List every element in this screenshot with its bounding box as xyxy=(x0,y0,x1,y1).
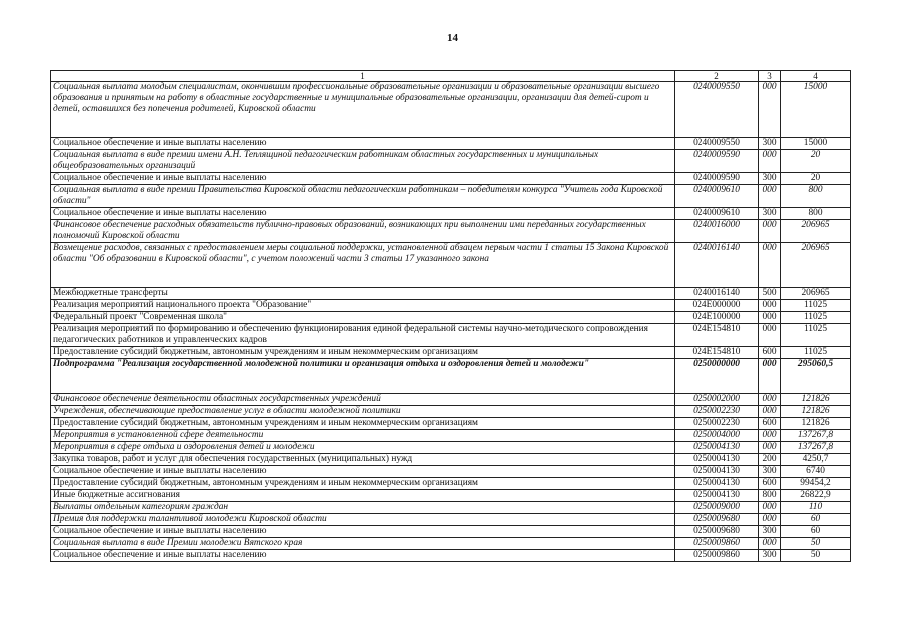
table-row xyxy=(51,490,851,502)
row-code-cell: 0240009550 xyxy=(675,82,759,138)
row-sum-cell: 137267,8 xyxy=(781,442,851,454)
row-code-cell: 0250004130 xyxy=(675,466,759,478)
table-row xyxy=(51,243,851,288)
row-name-cell: Социальное обеспечение и иные выплаты населению xyxy=(51,526,675,538)
table-row xyxy=(51,288,851,300)
row-code-cell: 0240009590 xyxy=(675,150,759,173)
row-sum-cell: 137267,8 xyxy=(781,430,851,442)
row-name-cell: Социальная выплата в виде премии имени А.Н. Теплящиной педагогическим работникам областных государственных и муниципальных общеобразовательных организаций xyxy=(51,150,675,173)
row-name-cell: Социальная выплата молодым специалистам, окончившим профессиональные образовательные организации и образовательные организации высшего образования и принятым на работу в областные государственные и муниципальные образовательные организации, организации для детей-сирот и детей, оставшихся без попечения родителей, Кировской области xyxy=(51,82,675,138)
row-name-cell: Социальная выплата в виде премии Правительства Кировской области педагогическим работникам – победителям конкурса "Учитель года Кировской области" xyxy=(51,185,675,208)
row-name-cell: Реализация мероприятий национального проекта "Образование" xyxy=(51,300,675,312)
row-code-cell: 0240009610 xyxy=(675,185,759,208)
row-name-cell: Мероприятия в установленной сфере деятельности xyxy=(51,430,675,442)
row-sum-cell: 11025 xyxy=(781,312,851,324)
row-type-cell: 000 xyxy=(759,430,781,442)
row-sum-cell: 110 xyxy=(781,502,851,514)
row-name-cell: Предоставление субсидий бюджетным, автономным учреждениям и иным некоммерческим организациям xyxy=(51,418,675,430)
row-code-cell: 0240009610 xyxy=(675,208,759,220)
row-type-cell: 000 xyxy=(759,82,781,138)
row-code-cell: 0250004130 xyxy=(675,454,759,466)
row-type-cell: 300 xyxy=(759,550,781,562)
row-type-cell: 000 xyxy=(759,324,781,347)
row-sum-cell: 121826 xyxy=(781,418,851,430)
row-code-cell: 0250009680 xyxy=(675,526,759,538)
row-type-cell: 000 xyxy=(759,538,781,550)
row-sum-cell: 26822,9 xyxy=(781,490,851,502)
row-type-cell: 000 xyxy=(759,243,781,288)
row-type-cell: 300 xyxy=(759,526,781,538)
row-sum-cell: 50 xyxy=(781,550,851,562)
table-row xyxy=(51,324,851,347)
table-row xyxy=(51,138,851,150)
table-row xyxy=(51,454,851,466)
row-sum-cell: 121826 xyxy=(781,394,851,406)
column-header-name: 1 xyxy=(51,71,675,82)
table-row xyxy=(51,406,851,418)
row-type-cell: 000 xyxy=(759,220,781,243)
row-type-cell: 000 xyxy=(759,502,781,514)
row-name-cell: Закупка товаров, работ и услуг для обеспечения государственных (муниципальных) нужд xyxy=(51,454,675,466)
row-type-cell: 300 xyxy=(759,173,781,185)
row-sum-cell: 50 xyxy=(781,538,851,550)
table-row xyxy=(51,359,851,394)
row-code-cell: 024E154810 xyxy=(675,347,759,359)
row-type-cell: 300 xyxy=(759,466,781,478)
row-sum-cell: 20 xyxy=(781,150,851,173)
row-sum-cell: 11025 xyxy=(781,347,851,359)
row-type-cell: 000 xyxy=(759,406,781,418)
row-type-cell: 000 xyxy=(759,150,781,173)
table-row xyxy=(51,478,851,490)
table-row xyxy=(51,173,851,185)
table-row xyxy=(51,466,851,478)
row-code-cell: 0250004000 xyxy=(675,430,759,442)
row-name-cell: Возмещение расходов, связанных с предоставлением меры социальной поддержки, установленной абзацем первым части 1 статьи 15 Закона Кировской области "Об образовании в Кировской области", с учетом положений части 3 статьи 17 указанного закона xyxy=(51,243,675,288)
row-sum-cell: 15000 xyxy=(781,138,851,150)
row-name-cell: Социальная выплата в виде Премии молодежи Вятского края xyxy=(51,538,675,550)
row-name-cell: Учреждения, обеспечивающие предоставление услуг в области молодежной политики xyxy=(51,406,675,418)
row-name-cell: Финансовое обеспечение деятельности областных государственных учреждений xyxy=(51,394,675,406)
row-code-cell: 0250002230 xyxy=(675,418,759,430)
row-type-cell: 000 xyxy=(759,359,781,394)
row-sum-cell: 800 xyxy=(781,185,851,208)
row-name-cell: Социальное обеспечение и иные выплаты населению xyxy=(51,138,675,150)
row-code-cell: 0240016140 xyxy=(675,243,759,288)
table-row xyxy=(51,82,851,138)
row-type-cell: 000 xyxy=(759,312,781,324)
row-type-cell: 000 xyxy=(759,514,781,526)
row-type-cell: 600 xyxy=(759,478,781,490)
table-row xyxy=(51,430,851,442)
row-name-cell: Подпрограмма "Реализация государственной молодежной политики и организация отдыха и оздоровления детей и молодежи" xyxy=(51,359,675,394)
row-code-cell: 024E100000 xyxy=(675,312,759,324)
row-type-cell: 600 xyxy=(759,418,781,430)
row-type-cell: 000 xyxy=(759,394,781,406)
row-name-cell: Финансовое обеспечение расходных обязательств публично-правовых образований, возникающих при выполнении ими переданных государственных полномочий Кировской области xyxy=(51,220,675,243)
row-type-cell: 500 xyxy=(759,288,781,300)
row-sum-cell: 60 xyxy=(781,526,851,538)
row-type-cell: 300 xyxy=(759,138,781,150)
budget-table xyxy=(50,70,851,562)
column-header-sum: 4 xyxy=(781,71,851,82)
row-name-cell: Выплаты отдельным категориям граждан xyxy=(51,502,675,514)
row-type-cell: 000 xyxy=(759,442,781,454)
row-sum-cell: 6740 xyxy=(781,466,851,478)
row-code-cell: 0250009680 xyxy=(675,514,759,526)
row-type-cell: 000 xyxy=(759,185,781,208)
row-name-cell: Реализация мероприятий по формированию и обеспечению функционирования единой федеральной системы научно-методического сопровождения педагогических работников и управленческих кадров xyxy=(51,324,675,347)
table-row xyxy=(51,550,851,562)
row-sum-cell: 800 xyxy=(781,208,851,220)
row-code-cell: 0240016000 xyxy=(675,220,759,243)
row-sum-cell: 121826 xyxy=(781,406,851,418)
row-sum-cell: 15000 xyxy=(781,82,851,138)
table-row xyxy=(51,347,851,359)
table-row xyxy=(51,514,851,526)
table-row xyxy=(51,150,851,173)
row-code-cell: 0240009550 xyxy=(675,138,759,150)
row-code-cell: 0250000000 xyxy=(675,359,759,394)
row-name-cell: Предоставление субсидий бюджетным, автономным учреждениям и иным некоммерческим организациям xyxy=(51,347,675,359)
row-code-cell: 0240009590 xyxy=(675,173,759,185)
row-sum-cell: 11025 xyxy=(781,324,851,347)
row-sum-cell: 60 xyxy=(781,514,851,526)
row-type-cell: 800 xyxy=(759,490,781,502)
row-type-cell: 200 xyxy=(759,454,781,466)
row-code-cell: 0250009860 xyxy=(675,550,759,562)
row-type-cell: 000 xyxy=(759,300,781,312)
table-row xyxy=(51,312,851,324)
row-name-cell: Иные бюджетные ассигнования xyxy=(51,490,675,502)
row-code-cell: 0250009860 xyxy=(675,538,759,550)
row-sum-cell: 295060,5 xyxy=(781,359,851,394)
table-row xyxy=(51,208,851,220)
row-type-cell: 300 xyxy=(759,208,781,220)
row-name-cell: Социальное обеспечение и иные выплаты населению xyxy=(51,550,675,562)
row-sum-cell: 206965 xyxy=(781,243,851,288)
column-header-type: 3 xyxy=(759,71,781,82)
row-code-cell: 0250004130 xyxy=(675,478,759,490)
row-sum-cell: 20 xyxy=(781,173,851,185)
table-row xyxy=(51,502,851,514)
table-row xyxy=(51,418,851,430)
row-name-cell: Социальное обеспечение и иные выплаты населению xyxy=(51,173,675,185)
row-code-cell: 0240016140 xyxy=(675,288,759,300)
row-name-cell: Предоставление субсидий бюджетным, автономным учреждениям и иным некоммерческим организациям xyxy=(51,478,675,490)
row-sum-cell: 4250,7 xyxy=(781,454,851,466)
table-row xyxy=(51,442,851,454)
row-code-cell: 024E000000 xyxy=(675,300,759,312)
table-row xyxy=(51,538,851,550)
table-row xyxy=(51,394,851,406)
table-header-row xyxy=(51,71,851,82)
row-name-cell: Премия для поддержки талантливой молодежи Кировской области xyxy=(51,514,675,526)
column-header-code: 2 xyxy=(675,71,759,82)
row-code-cell: 0250009000 xyxy=(675,502,759,514)
row-name-cell: Социальное обеспечение и иные выплаты населению xyxy=(51,466,675,478)
row-code-cell: 0250004130 xyxy=(675,442,759,454)
table-row xyxy=(51,300,851,312)
row-code-cell: 0250004130 xyxy=(675,490,759,502)
row-name-cell: Социальное обеспечение и иные выплаты населению xyxy=(51,208,675,220)
row-name-cell: Межбюджетные трансферты xyxy=(51,288,675,300)
row-sum-cell: 11025 xyxy=(781,300,851,312)
row-sum-cell: 206965 xyxy=(781,220,851,243)
table-row xyxy=(51,526,851,538)
row-type-cell: 600 xyxy=(759,347,781,359)
table-row xyxy=(51,220,851,243)
row-sum-cell: 206965 xyxy=(781,288,851,300)
row-sum-cell: 99454,2 xyxy=(781,478,851,490)
row-code-cell: 0250002000 xyxy=(675,394,759,406)
row-code-cell: 0250002230 xyxy=(675,406,759,418)
table-row xyxy=(51,185,851,208)
row-name-cell: Федеральный проект "Современная школа" xyxy=(51,312,675,324)
row-name-cell: Мероприятия в сфере отдыха и оздоровления детей и молодежи xyxy=(51,442,675,454)
page-number: 14 xyxy=(447,32,458,44)
row-code-cell: 024E154810 xyxy=(675,324,759,347)
